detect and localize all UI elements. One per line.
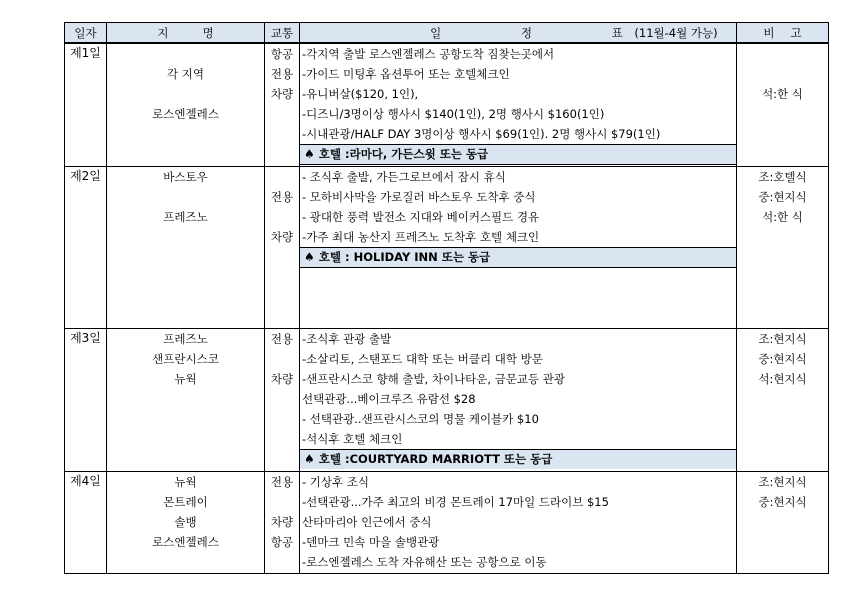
table-row	[65, 166, 829, 328]
transport-cell: 전용 차량	[265, 166, 300, 328]
table-row	[65, 43, 829, 166]
table-header-row	[65, 23, 829, 44]
place-cell: 뉴웍 몬트레이 솔뱅 로스엔젤레스	[107, 471, 265, 573]
schedule-line: -가이드 미팅후 옵션투어 또는 호텔체크인	[302, 67, 510, 81]
transport-cell: 전용 차량 항공	[265, 471, 300, 573]
note-cell: 조:호텔식 중:현지식 석:한 식	[737, 166, 829, 328]
day-cell: 제3일	[65, 328, 107, 471]
schedule-line: - 모하비사막을 가로질러 바스토우 도착후 중식	[302, 189, 536, 204]
spade-icon: ♠	[304, 147, 315, 161]
schedule-cell	[300, 471, 737, 573]
header-schedule: 일 정 표 (11월-4월 가능)	[300, 23, 737, 44]
schedule-cell	[300, 328, 737, 471]
schedule-cell	[300, 166, 737, 328]
transport-cell: 전용 차량	[265, 328, 300, 471]
day-cell: 제4일	[65, 471, 107, 573]
note-cell: 조:현지식 중:현지식	[737, 471, 829, 573]
hotel-banner: ♠ 호텔 : HOLIDAY INN 또는 동급	[300, 247, 736, 268]
schedule-line: -디즈니/3명이상 행사시 $140(1인), 2명 행사시 $160(1인)	[302, 107, 605, 121]
schedule-line: - 기상후 조식	[302, 474, 370, 489]
itinerary-table	[64, 22, 829, 574]
schedule-line: -로스엔젤레스 도착 자유해산 또는 공항으로 이동	[302, 554, 547, 569]
header-transport: 교통	[265, 23, 300, 44]
table-row	[65, 328, 829, 471]
schedule-line: -선택관광...가주 최고의 비경 몬트레이 17마일 드라이브 $15	[302, 494, 609, 509]
schedule-line: - 광대한 풍력 발전소 지대와 베이커스필드 경유	[302, 209, 540, 224]
schedule-line: -샌프란시스코 향해 출발, 차이나타운, 금문교등 관광	[302, 371, 566, 386]
day-cell: 제1일	[65, 43, 107, 166]
schedule-line: -각지역 출발 로스엔젤레스 공항도착 짐찾는곳에서	[302, 47, 555, 61]
day-cell: 제2일	[65, 166, 107, 328]
hotel-banner: ♠ 호텔 :COURTYARD MARRIOTT 또는 동급	[300, 449, 736, 469]
transport-cell: 항공 전용 차량	[265, 43, 300, 166]
schedule-line: - 선택관광..샌프란시스코의 명물 케이블카 $10	[302, 411, 539, 426]
schedule-line: -덴마크 민속 마을 솔뱅관광	[302, 534, 440, 549]
header-note: 비 고	[737, 23, 829, 44]
schedule-line: 선택관광...베이크루즈 유람선 $28	[302, 391, 476, 406]
header-place: 지 명	[107, 23, 265, 44]
schedule-line: -조식후 관광 출발	[302, 331, 392, 346]
schedule-line: -시내관광/HALF DAY 3명이상 행사시 $69(1인). 2명 행사시 $79(1인)	[302, 127, 661, 141]
schedule-line: - 조식후 출발, 가든그로브에서 잠시 휴식	[302, 169, 506, 184]
spade-icon: ♠	[304, 451, 315, 466]
place-cell: 프레즈노 샌프란시스코 뉴웍	[107, 328, 265, 471]
table-row	[65, 471, 829, 573]
header-day: 일자	[65, 23, 107, 44]
note-cell: 조:현지식 중:현지식 석:현지식	[737, 328, 829, 471]
schedule-line: -소살리토, 스탠포드 대학 또는 버클리 대학 방문	[302, 351, 543, 366]
schedule-line: -유니버살($120, 1인),	[302, 87, 419, 101]
schedule-line: 산타마리아 인근에서 중식	[302, 514, 432, 529]
spade-icon: ♠	[304, 249, 315, 264]
schedule-cell	[300, 43, 737, 166]
schedule-line: -가주 최대 농산지 프레즈노 도착후 호텔 체크인	[302, 229, 540, 244]
place-cell: 각 지역 로스엔젤레스	[107, 43, 265, 166]
schedule-line: -석식후 호텔 체크인	[302, 431, 403, 446]
note-cell: 석:한 식	[737, 43, 829, 166]
hotel-banner: ♠ 호텔 :라마다, 가든스윗 또는 동급	[300, 144, 736, 165]
place-cell: 바스토우 프레즈노	[107, 166, 265, 328]
